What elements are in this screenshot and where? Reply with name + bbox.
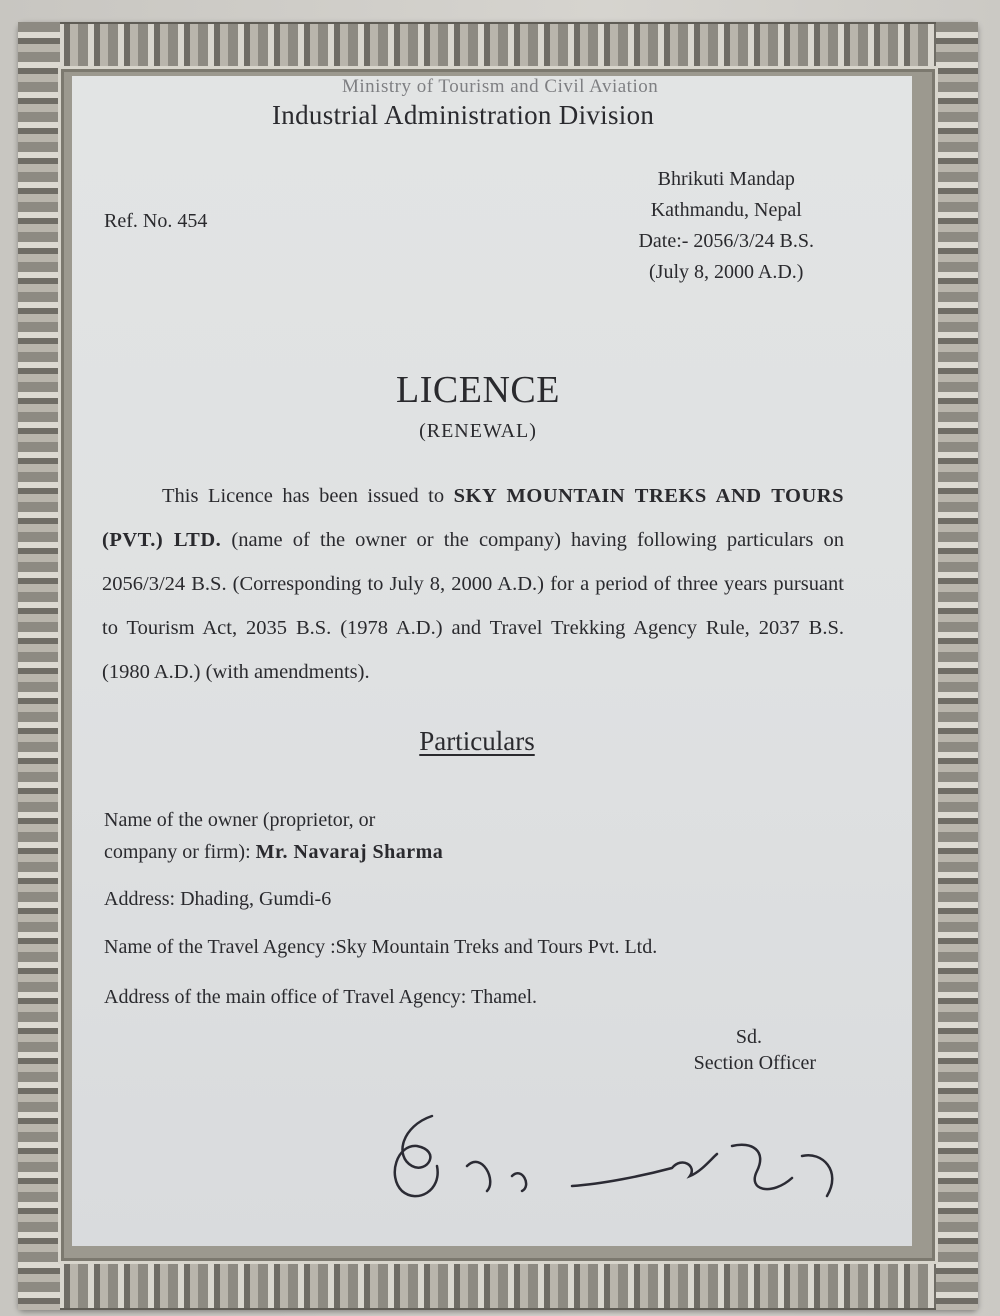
signed-marker: Sd. <box>735 1026 762 1048</box>
particulars-heading: Particulars <box>419 726 535 756</box>
document-title: LICENCE <box>396 369 560 411</box>
ministry-header: Ministry of Tourism and Civil Aviation <box>342 76 659 97</box>
main-office-address: Address of the main office of Travel Agency: Thamel. <box>104 986 538 1008</box>
date-line: Date:- 2056/3/24 B.S. <box>638 230 814 252</box>
owner-label-line1: Name of the owner (proprietor, or <box>104 809 376 831</box>
office-address-block <box>638 164 814 288</box>
owner-field <box>104 804 443 868</box>
body-text-rest: (name of the owner or the company) having following particulars on 2056/3/24 B.S. (Corresponding to July 8, 2000 A.D.) for a period of three years pursuant to Tourism Act, 2035 B.S. (1978 A.D.) and Travel Trekking Agency Rule, 2037 B.S. (1980 A.D.) (with amendments). <box>102 529 844 683</box>
division-heading: Industrial Administration Division <box>272 100 655 130</box>
frame-right-edge <box>936 22 978 1310</box>
owner-label-line2: company or firm): <box>104 841 256 863</box>
date-ad-line: (July 8, 2000 A.D.) <box>649 261 804 283</box>
address-line: Kathmandu, Nepal <box>650 199 802 221</box>
handwritten-signature <box>372 1096 852 1236</box>
owner-name: Mr. Navaraj Sharma <box>255 841 444 863</box>
body-text-start: This Licence has been issued to <box>162 485 454 507</box>
company-name: SKY MOUNTAIN TREKS AND TOURS (PVT.) LTD. <box>102 485 844 551</box>
travel-agency-name: Name of the Travel Agency :Sky Mountain Treks and Tours Pvt. Ltd. <box>104 936 658 958</box>
frame-left-edge <box>18 22 60 1310</box>
address-line: Bhrikuti Mandap <box>657 168 795 190</box>
signatory-title: Section Officer <box>693 1052 816 1074</box>
reference-number: Ref. No. 454 <box>104 210 208 232</box>
document-subtitle: (RENEWAL) <box>419 420 537 442</box>
owner-address: Address: Dhading, Gumdi-6 <box>104 888 332 910</box>
licence-body-paragraph <box>102 474 844 694</box>
licence-document <box>72 76 912 1246</box>
